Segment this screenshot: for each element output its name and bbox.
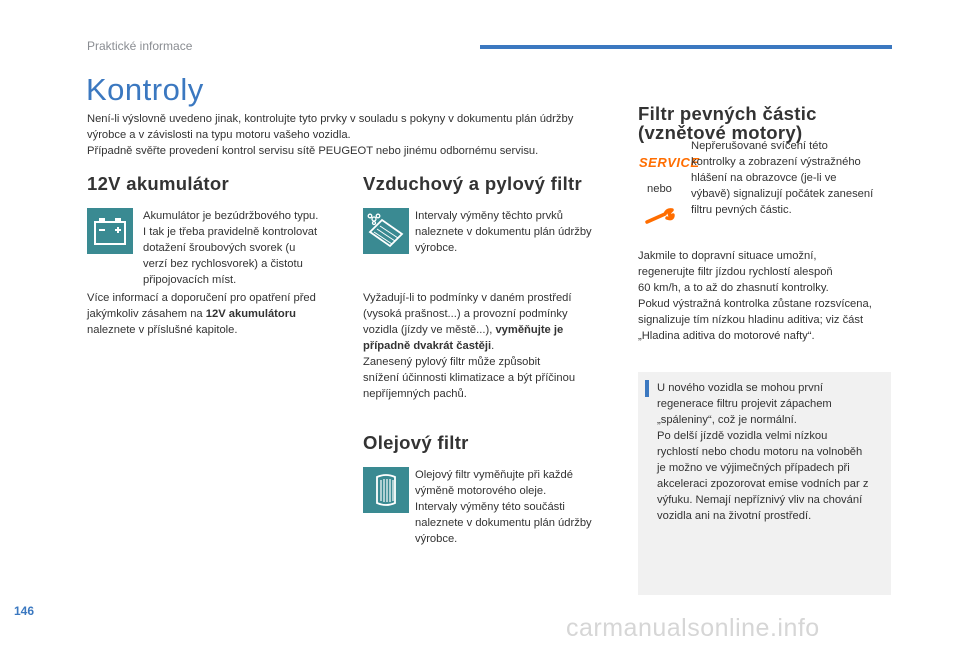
text-line: „spáleniny“, což je normální. <box>657 414 797 426</box>
intro-line: Není-li výslovně uvedeno jinak, kontrolujte tyto prvky v souladu s pokyny v dokumentu plán údržby <box>87 113 574 125</box>
text-line: vozidla ani na životní prostředí. <box>657 510 812 522</box>
text-line: naleznete v příslušné kapitole. <box>87 324 238 336</box>
text-line: vozidla (jízdy ve městě...), vyměňujte je <box>363 324 564 336</box>
wrench-icon <box>645 208 675 231</box>
text-line: (vysoká prašnost...) a provozní podmínky <box>363 308 568 320</box>
text-line: nepříjemných pachů. <box>363 388 467 400</box>
text-line: Pokud výstražná kontrolka zůstane rozsvícena, <box>638 298 872 310</box>
air-filter-text <box>415 208 615 256</box>
text-line: výrobce. <box>415 533 458 545</box>
battery-icon <box>87 208 133 254</box>
text-line: hlášení na obrazovce (je-li ve <box>691 172 837 184</box>
watermark: carmanualsonline.info <box>566 614 820 642</box>
text-line: je možno ve výjimečných případech při <box>657 462 850 474</box>
text-line: 60 km/h, a to až do zhasnutí kontrolky. <box>638 282 829 294</box>
particle-filter-regeneration <box>638 248 903 344</box>
text-line: snížení účinnosti klimatizace a být příčinou <box>363 372 576 384</box>
text-line: Akumulátor je bezúdržbového typu. <box>143 210 319 222</box>
text-line: výfuku. Nemají nepříznivý vliv na chování <box>657 494 863 506</box>
text-line: Olejový filtr vyměňujte při každé <box>415 469 573 481</box>
text-line: připojovacích míst. <box>143 274 237 286</box>
info-marker <box>645 380 649 397</box>
text-line: Po delší jízdě vozidla velmi nízkou <box>657 430 828 442</box>
text-line: signalizuje tím nízkou hladinu aditiva; viz část <box>638 314 864 326</box>
air-filter-icon <box>363 208 409 254</box>
text-line: naleznete v dokumentu plán údržby <box>415 517 592 529</box>
air-filter-more <box>363 290 628 402</box>
text-line: Vyžadují-li to podmínky v daném prostředí <box>363 292 572 304</box>
header-bar <box>480 45 892 49</box>
text-line: rychlostí nebo chodu motoru na volnoběh <box>657 446 863 458</box>
or-label: nebo <box>647 183 672 195</box>
text-line: akceleraci zpozorovat emise vodních par z <box>657 478 869 490</box>
intro-text <box>87 111 627 159</box>
text-line: jakýmkoliv zásahem na 12V akumulátoru <box>87 308 296 320</box>
text-line: regenerujte filtr jízdou rychlostí alespoň <box>638 266 833 278</box>
page-number: 146 <box>14 604 35 618</box>
text-line: I tak je třeba pravidelně kontrolovat <box>143 226 318 238</box>
text-line: regenerace filtru projevit zápachem <box>657 398 832 410</box>
text-line: kontrolky a zobrazení výstražného <box>691 156 861 168</box>
text-line: U nového vozidla se mohou první <box>657 382 824 394</box>
text-line: Jakmile to dopravní situace umožní, <box>638 250 817 262</box>
text-line: Intervaly výměny této součásti <box>415 501 565 513</box>
text-line: Intervaly výměny těchto prvků <box>415 210 563 222</box>
air-filter-heading: Vzduchový a pylový filtr <box>363 173 582 194</box>
text-line: verzí bez rychlosvorek) a čistotu <box>143 258 303 270</box>
oil-filter-text <box>415 467 620 547</box>
text-line: Více informací a doporučení pro opatření před <box>87 292 316 304</box>
battery-more <box>87 290 347 338</box>
page-title: Kontroly <box>86 72 204 107</box>
text-line: filtru pevných částic. <box>691 204 792 216</box>
text-line: naleznete v dokumentu plán údržby <box>415 226 592 238</box>
info-text <box>657 380 893 524</box>
text-line: „Hladina aditiva do motorové nafty“. <box>638 330 815 342</box>
text-line: Nepřerušované svícení této <box>691 140 828 152</box>
oil-filter-icon <box>363 467 409 513</box>
text-line: výměně motorového oleje. <box>415 485 547 497</box>
battery-text <box>143 208 343 288</box>
section-header: Praktické informace <box>87 39 193 53</box>
text-line: dotažení šroubových svorek (u <box>143 242 296 254</box>
oil-filter-heading: Olejový filtr <box>363 432 469 453</box>
text-line: případně dvakrát častěji. <box>363 340 495 352</box>
text-line: výbavě) signalizují počátek zanesení <box>691 188 874 200</box>
particle-filter-heading: Filtr pevných částic (vznětové motory) <box>638 103 817 143</box>
particle-filter-text <box>691 138 896 218</box>
service-warning-icon: SERVICE <box>639 155 700 170</box>
intro-line: výrobce a v závislosti na typu motoru vašeho vozidla. <box>87 129 351 141</box>
text-line: Zanesený pylový filtr může způsobit <box>363 356 541 368</box>
battery-heading: 12V akumulátor <box>87 173 229 194</box>
text-line: výrobce. <box>415 242 458 254</box>
intro-line: Případně svěřte provedení kontrol servisu sítě PEUGEOT nebo jinému odbornému servisu. <box>87 145 539 157</box>
